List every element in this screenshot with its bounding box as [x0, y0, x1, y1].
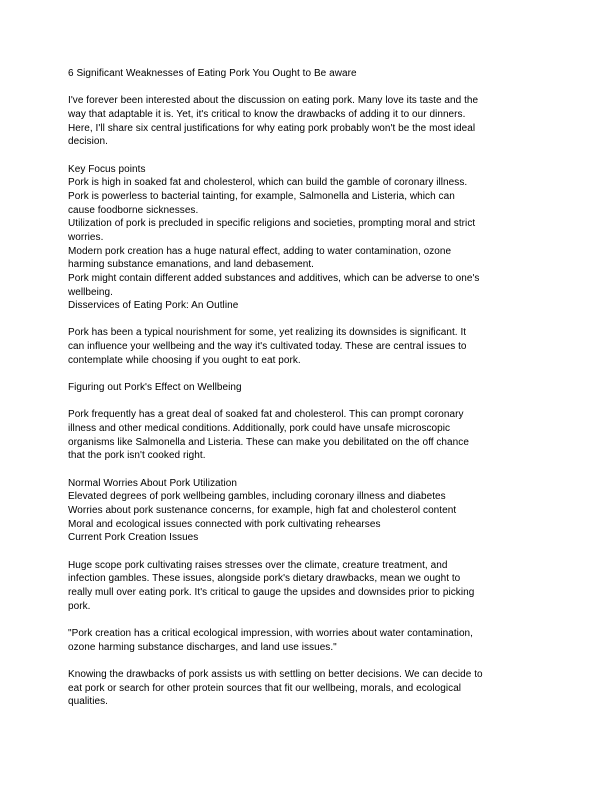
text-line: Key Focus points [68, 163, 146, 175]
text-line: Huge scope pork cultivating raises stresses over the climate, creature treatment, and [68, 559, 448, 571]
text-line: Moral and ecological issues connected with pork cultivating rehearses [68, 518, 381, 530]
text-line: wellbeing. [68, 286, 113, 298]
document-page [68, 67, 568, 709]
doc-quote [68, 627, 568, 654]
text-line: contemplate while choosing if you ought to eat pork. [68, 354, 301, 366]
doc-list [68, 477, 568, 545]
text-line: Pork has been a typical nourishment for some, yet realizing its downsides is significant. It [68, 327, 467, 339]
text-line: organisms like Salmonella and Listeria. These can make you debilitated on the off chance [68, 436, 469, 448]
text-line: eat pork or search for other protein sources that fit our wellbeing, morals, and ecological [68, 682, 462, 694]
text-line: Pork is powerless to bacterial tainting, for example, Salmonella and Listeria, which can [68, 190, 455, 202]
text-line: way that adaptable it is. Yet, it's critical to know the drawbacks of adding it to our dinners. [68, 108, 466, 120]
text-line: Knowing the drawbacks of pork assists us with settling on better decisions. We can decide to [68, 668, 483, 680]
doc-paragraph [68, 559, 568, 614]
text-line: I've forever been interested about the discussion on eating pork. Many love its taste and the [68, 95, 479, 107]
text-line: decision. [68, 136, 108, 148]
text-line: ozone harming substance discharges, and land use issues." [68, 641, 337, 653]
text-line: cause foodborne sicknesses. [68, 204, 199, 216]
text-line: Utilization of pork is precluded in specific religions and societies, prompting moral and strict [68, 218, 476, 230]
text-line: Here, I'll share six central justifications for why eating pork probably won't be the most ideal [68, 122, 476, 134]
text-line: Figuring out Pork's Effect on Wellbeing [68, 382, 242, 394]
text-line: Elevated degrees of pork wellbeing gambles, including coronary illness and diabetes [68, 491, 446, 503]
text-line: qualities. [68, 696, 108, 708]
text-line: worries. [68, 231, 104, 243]
text-line: "Pork creation has a critical ecological impression, with worries about water contamination, [68, 627, 473, 639]
text-line: illness and other medical conditions. Additionally, pork could have unsafe microscopic [68, 423, 451, 435]
text-line: Pork might contain different added substances and additives, which can be adverse to one's [68, 272, 480, 284]
text-line: Modern pork creation has a huge natural effect, adding to water contamination, ozone [68, 245, 452, 257]
text-line: Disservices of Eating Pork: An Outline [68, 300, 239, 312]
text-line: Worries about pork sustenance concerns, for example, high fat and cholesterol content [68, 505, 457, 516]
text-line: 6 Significant Weaknesses of Eating Pork You Ought to Be aware [68, 68, 357, 79]
text-line: really mull over eating pork. It's critical to gauge the upsides and downsides prior to picking [68, 586, 475, 598]
doc-title [68, 67, 568, 81]
doc-heading [68, 381, 568, 395]
doc-list [68, 163, 568, 313]
doc-paragraph [68, 408, 568, 463]
text-line: harming substance emanations, and land debasement. [68, 259, 314, 271]
text-line: can influence your wellbeing and the way it's cultivated today. These are central issues to [68, 341, 467, 353]
text-line: Current Pork Creation Issues [68, 532, 199, 544]
doc-paragraph [68, 668, 568, 709]
text-line: pork. [68, 600, 91, 612]
doc-paragraph [68, 94, 568, 149]
text-line: Pork frequently has a great deal of soaked fat and cholesterol. This can prompt coronary [68, 409, 464, 421]
text-line: that the pork isn't cooked right. [68, 450, 206, 462]
text-line: Pork is high in soaked fat and cholesterol, which can build the gamble of coronary illness. [68, 177, 468, 189]
text-line: infection gambles. These issues, alongside pork's dietary drawbacks, mean we ought to [68, 573, 461, 585]
text-line: Normal Worries About Pork Utilization [68, 477, 237, 489]
doc-paragraph [68, 326, 568, 367]
